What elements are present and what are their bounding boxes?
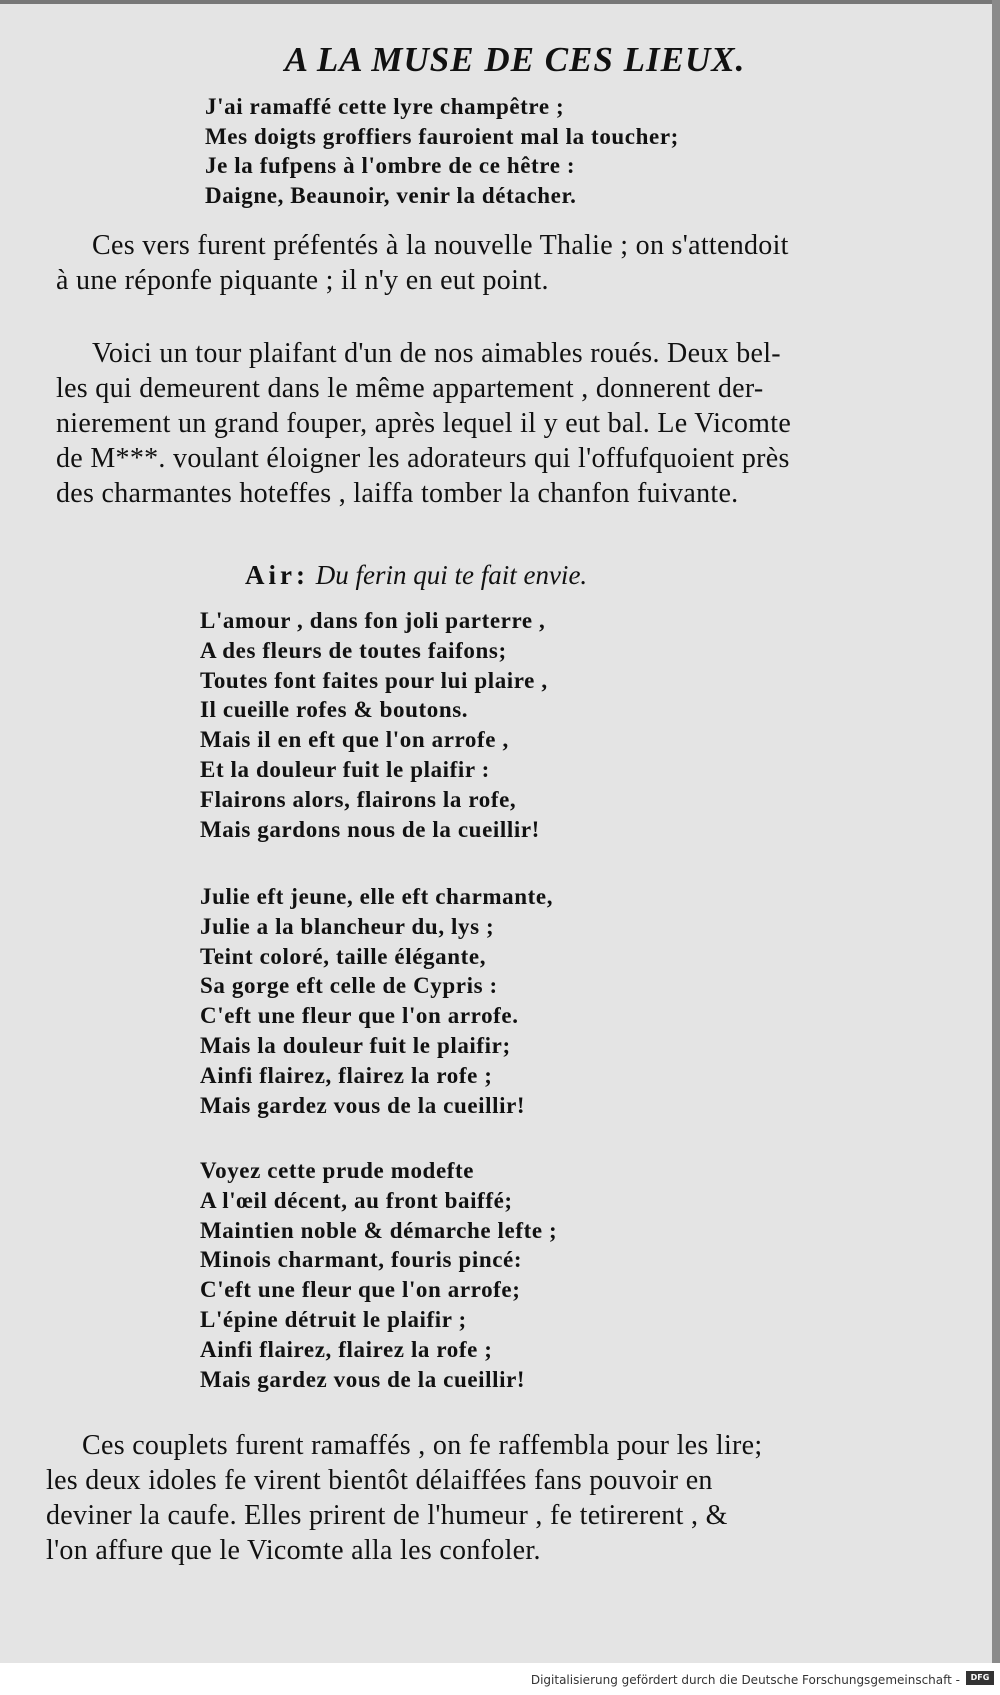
- paragraph-conclusion: [46, 1428, 982, 1568]
- song-stanza-1: [200, 606, 548, 844]
- opening-verse: [205, 92, 679, 210]
- paragraph-reply: [56, 228, 992, 298]
- stanza-line: A l'œil décent, au front baiffé;: [200, 1187, 513, 1213]
- paragraph-line: Voici un tour plaifant d'un de nos aimables roués. Deux bel-: [92, 338, 781, 369]
- air-heading: [245, 560, 587, 591]
- verse-line: Je la fufpens à l'ombre de ce hêtre :: [205, 153, 576, 179]
- stanza-line: Ainfi flairez, flairez la rofe ;: [200, 1336, 493, 1362]
- song-stanza-3: [200, 1156, 557, 1394]
- stanza-line: Mais gardons nous de la cueillir!: [200, 816, 540, 842]
- stanza-line: Voyez cette prude modefte: [200, 1158, 475, 1183]
- stanza-line: Teint coloré, taille élégante,: [200, 943, 487, 969]
- paragraph-line: deviner la caufe. Elles prirent de l'humeur , fe tetirerent , &: [46, 1500, 728, 1531]
- paragraph-line: des charmantes hoteffes , laiffa tomber la chanfon fuivante.: [56, 478, 739, 509]
- page-top-border: [0, 0, 1000, 4]
- stanza-line: Et la douleur fuit le plaifir :: [200, 756, 490, 782]
- dfg-logo: DFG: [966, 1671, 994, 1685]
- stanza-line: Ainfi flairez, flairez la rofe ;: [200, 1062, 493, 1088]
- stanza-line: C'eft une fleur que l'on arrofe;: [200, 1277, 521, 1303]
- verse-line: Mes doigts groffiers fauroient mal la toucher;: [205, 123, 679, 149]
- paragraph-line: de M***. voulant éloigner les adorateurs qui l'offufquoient près: [56, 443, 790, 474]
- stanza-line: Mais gardez vous de la cueillir!: [200, 1366, 526, 1392]
- song-stanza-2: [200, 882, 553, 1120]
- verse-line: Daigne, Beaunoir, venir la détacher.: [205, 182, 577, 208]
- stanza-line: Julie eft jeune, elle eft charmante,: [200, 884, 554, 909]
- stanza-line: Sa gorge eft celle de Cypris :: [200, 973, 498, 999]
- paragraph-line: à une réponfe piquante ; il n'y en eut point.: [56, 265, 549, 296]
- paragraph-line: Ces couplets furent ramaffés , on fe raffembla pour les lire;: [82, 1430, 763, 1461]
- paragraph-line: nierement un grand fouper, après lequel il y eut bal. Le Vicomte: [56, 408, 792, 439]
- funding-credit: Digitalisierung gefördert durch die Deutsche Forschungsgemeinschaft -: [530, 1673, 960, 1687]
- paragraph-line: Ces vers furent préfentés à la nouvelle Thalie ; on s'attendoit: [92, 230, 789, 261]
- stanza-line: C'eft une fleur que l'on arrofe.: [200, 1003, 519, 1029]
- stanza-line: Mais il en eft que l'on arrofe ,: [200, 727, 509, 753]
- air-title: Du ferin qui te fait envie.: [315, 560, 588, 590]
- stanza-line: Il cueille rofes & boutons.: [200, 697, 469, 723]
- page-right-edge: [992, 0, 1000, 1663]
- digitization-footer: [0, 1663, 1000, 1695]
- page-title: A LA MUSE DE CES LIEUX.: [284, 40, 746, 79]
- paragraph-anecdote: [56, 336, 992, 511]
- stanza-line: A des fleurs de toutes faifons;: [200, 637, 507, 663]
- paragraph-line: les qui demeurent dans le même appartement , donnerent der-: [56, 373, 764, 404]
- stanza-line: Mais gardez vous de la cueillir!: [200, 1092, 526, 1118]
- paragraph-line: les deux idoles fe virent bientôt délaiffées fans pouvoir en: [46, 1465, 713, 1496]
- stanza-line: Julie a la blancheur du, lys ;: [200, 913, 495, 939]
- stanza-line: Toutes font faites pour lui plaire ,: [200, 667, 548, 693]
- paragraph-line: l'on affure que le Vicomte alla les confoler.: [46, 1535, 541, 1566]
- air-label: Air:: [245, 560, 309, 590]
- verse-line: J'ai ramaffé cette lyre champêtre ;: [205, 94, 565, 119]
- stanza-line: Mais la douleur fuit le plaifir;: [200, 1032, 511, 1058]
- stanza-line: Minois charmant, fouris pincé:: [200, 1247, 523, 1273]
- stanza-line: Maintien noble & démarche lefte ;: [200, 1217, 558, 1243]
- stanza-line: L'amour , dans fon joli parterre ,: [200, 608, 546, 633]
- stanza-line: L'épine détruit le plaifir ;: [200, 1306, 467, 1332]
- stanza-line: Flairons alors, flairons la rofe,: [200, 786, 517, 812]
